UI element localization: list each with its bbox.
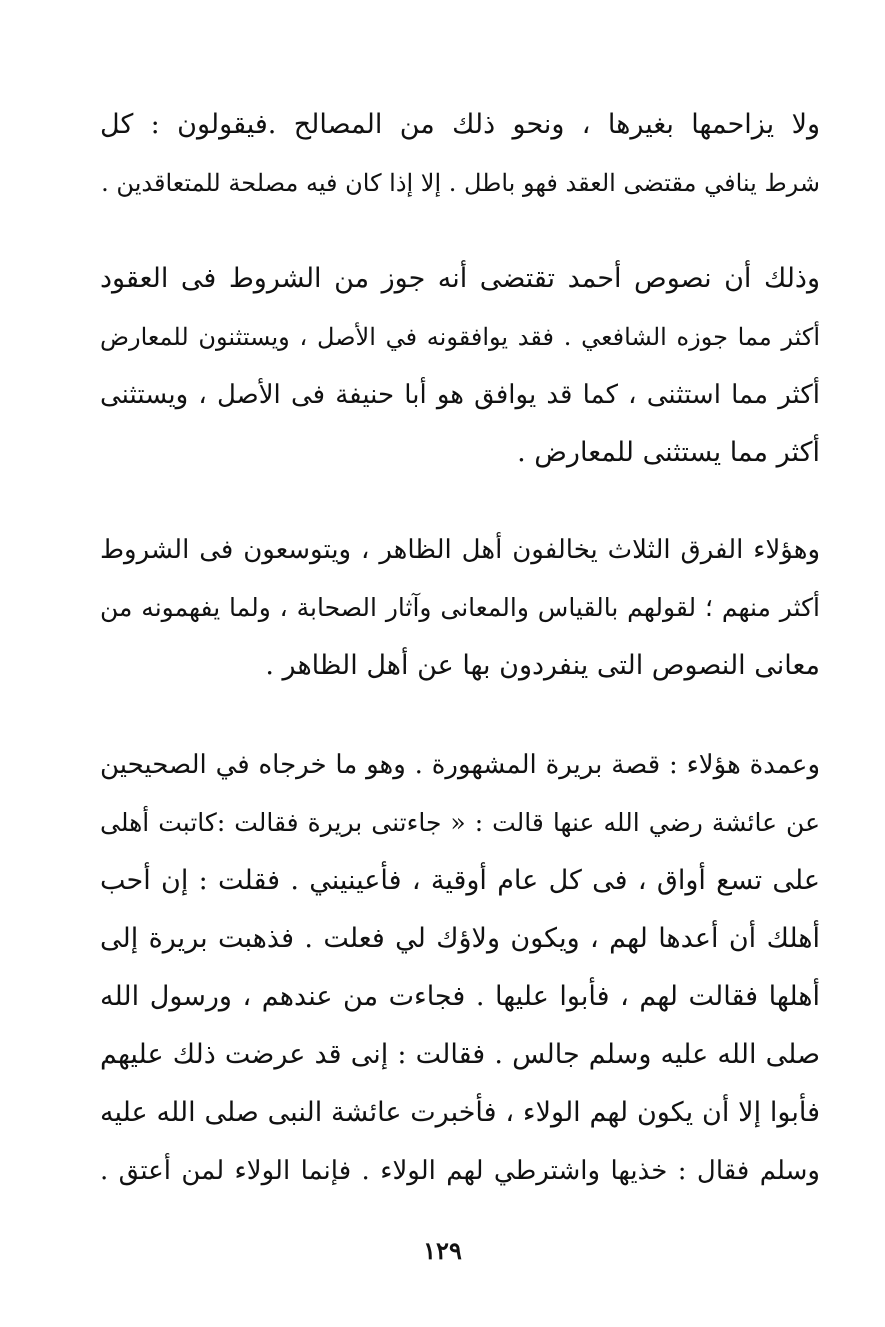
text-line: أكثر مما جوزه الشافعي . فقد يوافقونه في الأصل ، ويستثنون للمعارض	[100, 323, 820, 351]
text-line: أهلها فقالت لهم ، فأبوا عليها . فجاءت من عندهم ، ورسول الله	[100, 981, 820, 1012]
paragraph-3	[100, 521, 820, 695]
text-line: وسلم فقال : خذيها واشترطي لهم الولاء . فإنما الولاء لمن أعتق .	[100, 1156, 820, 1186]
text-line: معانى النصوص التى ينفردون بها عن أهل الظاهر .	[265, 650, 820, 681]
text-line: وهؤلاء الفرق الثلاث يخالفون أهل الظاهر ، ويتوسعون فى الشروط	[100, 535, 820, 565]
text-line: وعمدة هؤلاء : قصة بريرة المشهورة . وهو ما خرجاه في الصحيحين	[100, 750, 820, 780]
page-number: ١٢٩	[423, 1236, 462, 1265]
text-line: أكثر مما يستثنى للمعارض .	[517, 437, 820, 468]
paragraph-1	[100, 96, 820, 212]
text-line: على تسع أواق ، فى كل عام أوقية ، فأعينيني . فقلت : إن أحب	[100, 865, 820, 896]
text-line: وذلك أن نصوص أحمد تقتضى أنه جوز من الشروط فى العقود	[100, 263, 820, 294]
text-line: فأبوا إلا أن يكون لهم الولاء ، فأخبرت عائشة النبى صلى الله عليه	[100, 1097, 820, 1128]
text-line: صلى الله عليه وسلم جالس . فقالت : إنى قد عرضت ذلك عليهم	[100, 1039, 820, 1070]
text-line: أكثر مما استثنى ، كما قد يوافق هو أبا حنيفة فى الأصل ، ويستثنى	[100, 380, 820, 410]
text-line: أهلك أن أعدها لهم ، ويكون ولاؤك لي فعلت . فذهبت بريرة إلى	[100, 923, 820, 954]
text-line: ولا يزاحمها بغيرها ، ونحو ذلك من المصالح .فيقولون : كل	[100, 109, 820, 140]
paragraph-2	[100, 250, 820, 482]
text-line: عن عائشة رضي الله عنها قالت : « جاءتنى بريرة فقالت :كاتبت أهلى	[100, 808, 820, 837]
text-line: شرط ينافي مقتضى العقد فهو باطل . إلا إذا كان فيه مصلحة للمتعاقدين .	[101, 169, 820, 197]
text-line: أكثر منهم ؛ لقولهم بالقياس والمعانى وآثار الصحابة ، ولما يفهمونه من	[100, 593, 820, 622]
paragraph-4	[100, 736, 820, 1200]
